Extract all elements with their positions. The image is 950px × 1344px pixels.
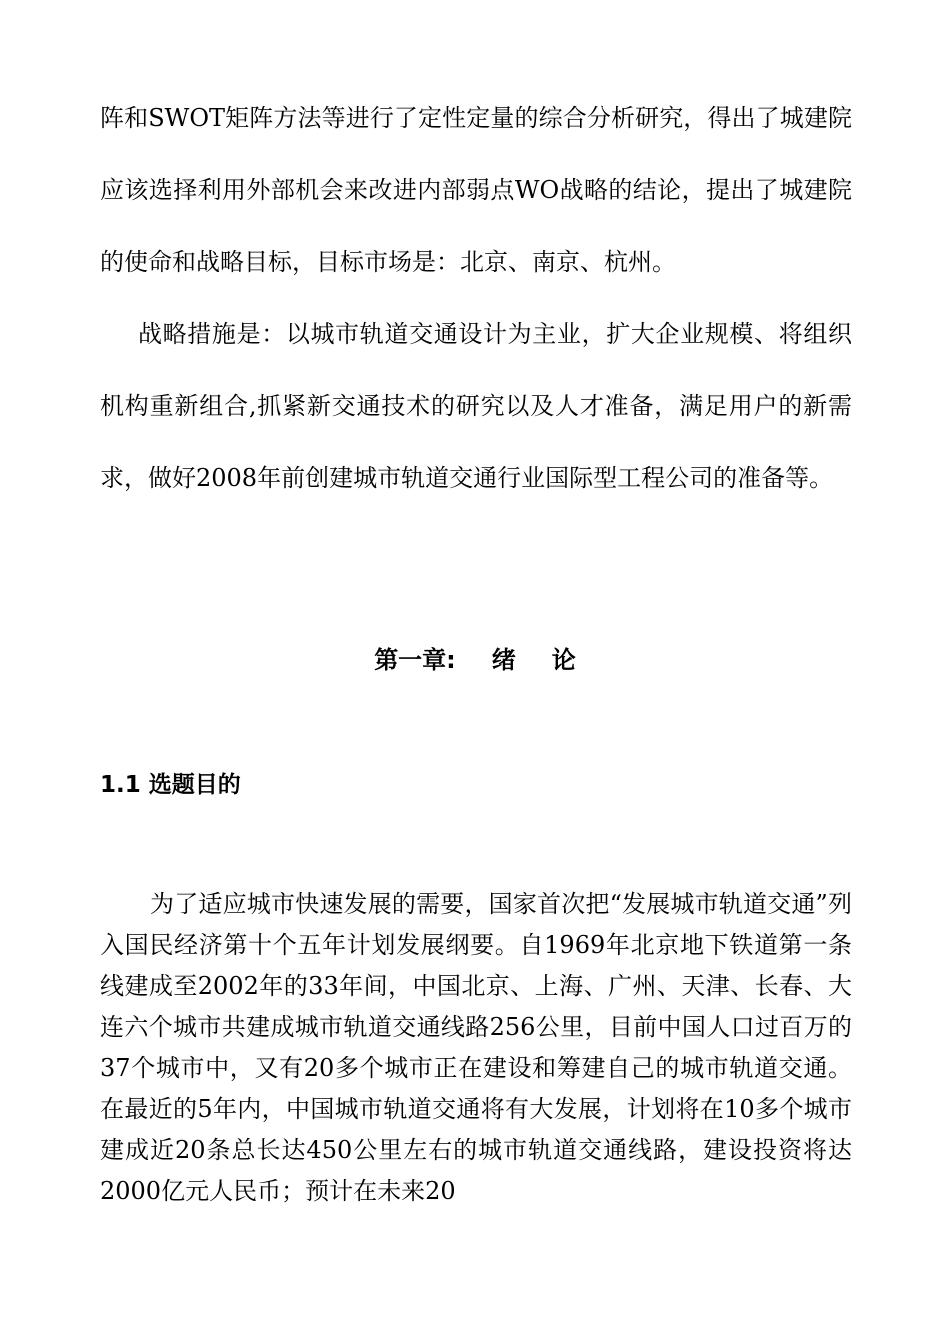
section-title-text: 选题目的 bbox=[148, 772, 241, 798]
body-paragraph-1: 阵和SWOT矩阵方法等进行了定性定量的综合分析研究，得出了城建院应该选择利用外部机会来改进内部弱点WO战略的结论，提出了城建院的使命和战略目标，目标市场是：北京、南京、杭州。 bbox=[100, 104, 852, 276]
section-heading bbox=[100, 766, 241, 799]
chapter-prefix: 第一章: bbox=[374, 646, 456, 674]
chapter-word-2: 论 bbox=[551, 646, 576, 674]
chapter-title bbox=[0, 640, 950, 675]
body-paragraph-3: 为了适应城市快速发展的需要，国家首次把“发展城市轨道交通”列入国民经济第十个五年计划发展纲要。自1969年北京地下铁道第一条线建成至2002年的33年间，中国北京、上海、广州、天津、长春、大连六个城市共建成城市轨道交通线路256公里，目前中国人口过百万的37个城市中，又有20多个城市正在建设和筹建自己的城市轨道交通。在最近的5年内，中国城市轨道交通将有大发展，计划将在10多个城市建成近20条总长达450公里左右的城市轨道交通线路，建设投资将达2000亿元人民币；预计在未来20 bbox=[100, 890, 852, 1205]
chapter-word-1: 绪 bbox=[491, 646, 516, 674]
section-number: 1.1 bbox=[100, 772, 141, 798]
body-paragraph-2: 战略措施是：以城市轨道交通设计为主业，扩大企业规模、将组织机构重新组合,抓紧新交通技术的研究以及人才准备，满足用户的新需求，做好2008年前创建城市轨道交通行业国际型工程公司的准备等。 bbox=[100, 320, 852, 492]
